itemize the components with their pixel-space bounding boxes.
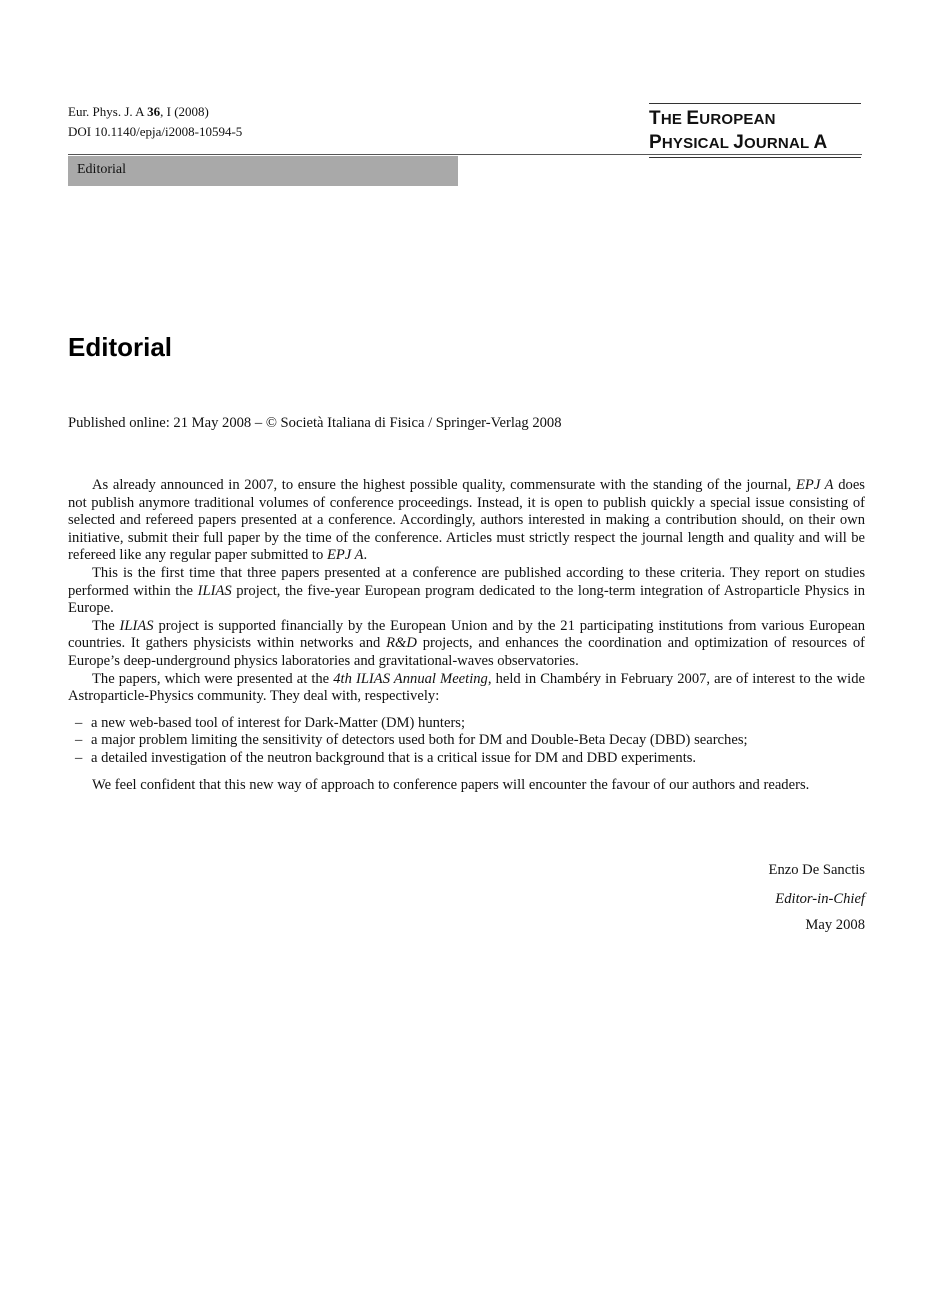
section-bar [68,156,458,186]
header-rule [68,154,862,155]
published-line: Published online: 21 May 2008 – © Società Italiana di Fisica / Springer-Verlag 2008 [68,415,562,431]
journal-name-block [649,103,861,158]
signature-date: May 2008 [805,917,865,933]
signature-role: Editor-in-Chief [775,891,865,907]
citation-line: Eur. Phys. J. A 36, I (2008) [68,104,209,119]
citation-volume: 36 [147,104,161,119]
list-item: – a detailed investigation of the neutron background that is a critical issue for DM and DBD experiments. [75,749,697,766]
signature-name: Enzo De Sanctis [768,862,865,878]
paragraph-3: The ILIAS project is supported financially by the European Union and by the 21 participating institutions from various European countries. It gathers physicists within networks and R&D projects, and enhances the coordination and optimization of resources of Europe’s deep-underground physics laboratories and gravitational-waves observatories. [68,617,866,669]
citation-block [68,102,242,142]
article-title: Editorial [68,332,173,362]
section-label: Editorial [77,162,126,177]
list-item: – a major problem limiting the sensitivity of detectors used both for DM and Double-Beta Decay (DBD) searches; [75,732,748,749]
list-item: – a new web-based tool of interest for Dark-Matter (DM) hunters; [75,714,466,731]
paragraph-5: We feel confident that this new way of approach to conference papers will encounter the favour of our authors and readers. [92,776,810,793]
journal-name-line-1: THE EUROPEAN [649,108,776,129]
journal-name-line-2: PHYSICAL JOURNAL A [649,132,828,153]
paragraph-4: The papers, which were presented at the 4th ILIAS Annual Meeting, held in Chambéry in February 2007, are of interest to the wide Astroparticle-Physics community. They deal with, respectively: [68,670,865,705]
topic-list [68,715,865,768]
article-body [68,477,865,794]
paragraph-2: This is the first time that three papers presented at a conference are published according to these criteria. They report on studies performed within the ILIAS project, the five-year European program dedicated to the long-term integration of Astroparticle Physics in Europe. [68,564,865,617]
journal-top-rule [649,103,861,104]
paragraph-1: As already announced in 2007, to ensure the highest possible quality, commensurate with the standing of the journal, EPJ A does not publish anymore traditional volumes of conference proceedings. Instead, it is open to publish quickly a special issue consisting of selected and refereed papers presented at a conference. Accordingly, authors interested in making a contribution should, on their own initiative, submit their full paper by the time of the conference. Articles must strictly respect the journal length and quality and will be refereed like any regular paper submitted to EPJ A. [68,477,865,564]
doi-line: DOI 10.1140/epja/i2008-10594-5 [68,124,243,139]
journal-bottom-rule [649,157,861,158]
